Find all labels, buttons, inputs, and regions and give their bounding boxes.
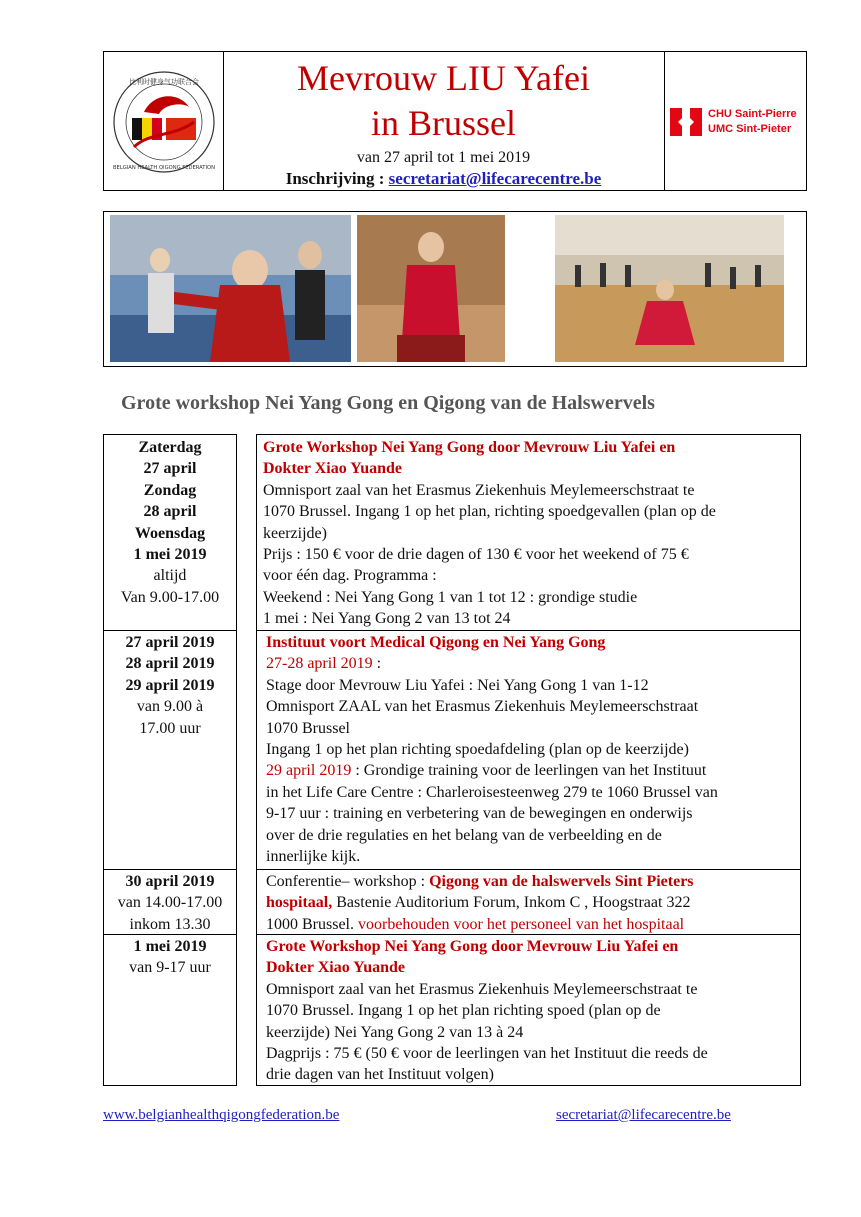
detail-line: Ingang 1 op het plan richting spoedafdeling (plan op de keerzijde): [266, 741, 689, 759]
workshop-title: Grote Workshop Nei Yang Gong door Mevrouw Liu Yafei en: [266, 938, 679, 955]
chu-name-nl: UMC Sint-Pieter: [708, 123, 792, 135]
date-line: Zaterdag: [138, 439, 202, 456]
institute-title: Instituut voort Medical Qigong en Nei Yang Gong: [266, 634, 606, 651]
row4-details: [256, 935, 801, 1085]
detail-line: Conferentie– workshop : Qigong van de halswervels Sint Pieters: [266, 873, 694, 890]
detail-line: 9-17 uur : training en verbetering van de bewegingen en onderwijs: [266, 805, 693, 823]
detail-line: 1070 Brussel. Ingang 1 op het plan, richting spoedgevallen (plan op de: [263, 503, 716, 521]
date-line: Van 9.00-17.00: [120, 588, 220, 606]
date-line: 27 april: [143, 460, 197, 478]
red-date: 29 april 2019: [266, 762, 352, 780]
date-line: 1 mei 2019: [133, 938, 207, 955]
workshop-subtitle: Grote workshop Nei Yang Gong en Qigong van de Halswervels: [121, 392, 655, 414]
date-line: 29 april 2019: [125, 676, 215, 694]
svg-text:BELGIAN HEALTH QIGONG FEDERATI: BELGIAN HEALTH QIGONG FEDERATION: [113, 165, 215, 171]
detail-line: keerzijde) Nei Yang Gong 2 van 13 à 24: [266, 1023, 524, 1041]
photo-hall-practice: [555, 215, 784, 362]
detail-line: Dagprijs : 75 € (50 € voor de leerlingen van het Instituut die reeds de: [266, 1045, 708, 1063]
row3-details: [256, 870, 801, 934]
table-bottom-border-right: [256, 1085, 801, 1086]
workshop-title: Grote Workshop Nei Yang Gong door Mevrouw Liu Yafei en: [263, 439, 676, 456]
federation-logo-cell: [104, 52, 224, 190]
row1-details: [256, 435, 801, 630]
date-line: van 9.00 à: [136, 698, 204, 716]
header-title-cell: [223, 52, 665, 190]
detail-line: Omnisport zaal van het Erasmus Ziekenhuis Meylemeerschstraat te: [263, 481, 695, 499]
detail-line: Stage door Mevrouw Liu Yafei : Nei Yang Gong 1 van 1-12: [266, 676, 649, 694]
footer-email-link[interactable]: secretariat@lifecarecentre.be: [556, 1107, 731, 1123]
table-bottom-border-left: [103, 1085, 237, 1086]
footer-website-link[interactable]: www.belgianhealthqigongfederation.be: [103, 1107, 340, 1123]
date-line: inkom 13.30: [129, 915, 211, 933]
row2-dates: [103, 631, 237, 869]
chu-name-fr: CHU Saint-Pierre: [708, 108, 797, 120]
conference-title: Qigong van de halswervels Sint Pieters: [429, 873, 694, 890]
detail-line: 29 april 2019 : Grondige training voor de leerlingen van het Instituut: [266, 762, 707, 780]
title-line2: in Brussel: [370, 103, 516, 143]
detail-line: 1000 Brussel. voorbehouden voor het personeel van het hospitaal: [266, 915, 685, 933]
detail-line: voor één dag. Programma :: [263, 567, 437, 585]
photo-portrait-red: [357, 215, 505, 362]
chu-logo-icon: [666, 102, 706, 142]
red-date: 27-28 april 2019: [266, 655, 373, 673]
detail-line: 27-28 april 2019 :: [266, 655, 382, 673]
detail-line: innerlijke kijk.: [266, 848, 361, 866]
detail-line: Prijs : 150 € voor de drie dagen of 130 € voor het weekend of 75 €: [263, 546, 689, 564]
detail-line: 1070 Brussel. Ingang 1 op het plan richting spoed (plan op de: [266, 1002, 661, 1020]
svg-text:比利时健身气功联合会: 比利时健身气功联合会: [129, 78, 199, 86]
date-line: 28 april: [143, 503, 197, 521]
date-line: 27 april 2019: [125, 634, 215, 651]
detail-line: hospitaal, Bastenie Auditorium Forum, Inkom C , Hoogstraat 322: [266, 894, 691, 912]
date-line: 30 april 2019: [125, 873, 215, 890]
date-line: Woensdag: [134, 524, 206, 542]
date-line: 17.00 uur: [139, 719, 201, 737]
workshop-title: Dokter Xiao Yuande: [263, 460, 402, 478]
inscription-line: [223, 168, 664, 190]
detail-line: over de drie regulaties en het belang van de verbeelding en de: [266, 826, 662, 844]
date-line: van 14.00-17.00: [117, 894, 223, 912]
date-line: van 9-17 uur: [129, 959, 211, 977]
date-line: Zondag: [143, 481, 197, 499]
detail-line: in het Life Care Centre : Charleroisesteenweg 279 te 1060 Brussel van: [266, 783, 718, 801]
date-line: altijd: [153, 567, 187, 585]
detail-line: keerzijde): [263, 524, 327, 542]
row4-dates: [103, 935, 237, 1085]
date-line: 1 mei 2019: [133, 546, 207, 564]
row1-dates: [103, 435, 237, 630]
detail-line: 1 mei : Nei Yang Gong 2 van 13 tot 24: [263, 610, 511, 628]
detail-line: Omnisport zaal van het Erasmus Ziekenhuis Meylemeerschstraat te: [266, 980, 698, 998]
photos-strip: [103, 211, 807, 367]
event-dates: van 27 april tot 1 mei 2019: [356, 149, 531, 166]
row3-dates: [103, 870, 237, 934]
hospital-logo-cell: [664, 52, 806, 190]
detail-line: drie dagen van het Instituut volgen): [266, 1066, 494, 1084]
detail-line: 1070 Brussel: [266, 719, 350, 737]
title-line1: Mevrouw LIU Yafei: [297, 58, 590, 98]
row2-details: [256, 631, 801, 869]
workshop-title: Dokter Xiao Yuande: [266, 959, 405, 977]
inscription-label: Inschrijving :: [285, 169, 389, 188]
date-line: 28 april 2019: [125, 655, 215, 673]
header-table: [103, 51, 807, 191]
detail-line: Weekend : Nei Yang Gong 1 van 1 tot 12 : grondige studie: [263, 588, 638, 606]
federation-logo: [104, 52, 223, 190]
photo-group-training: [110, 215, 351, 362]
detail-line: Omnisport ZAAL van het Erasmus Ziekenhuis Meylemeerschstraat: [266, 698, 699, 716]
staff-only-note: voorbehouden voor het personeel van het hospitaal: [358, 915, 685, 933]
inscription-email-link[interactable]: secretariat@lifecarecentre.be: [388, 169, 602, 188]
